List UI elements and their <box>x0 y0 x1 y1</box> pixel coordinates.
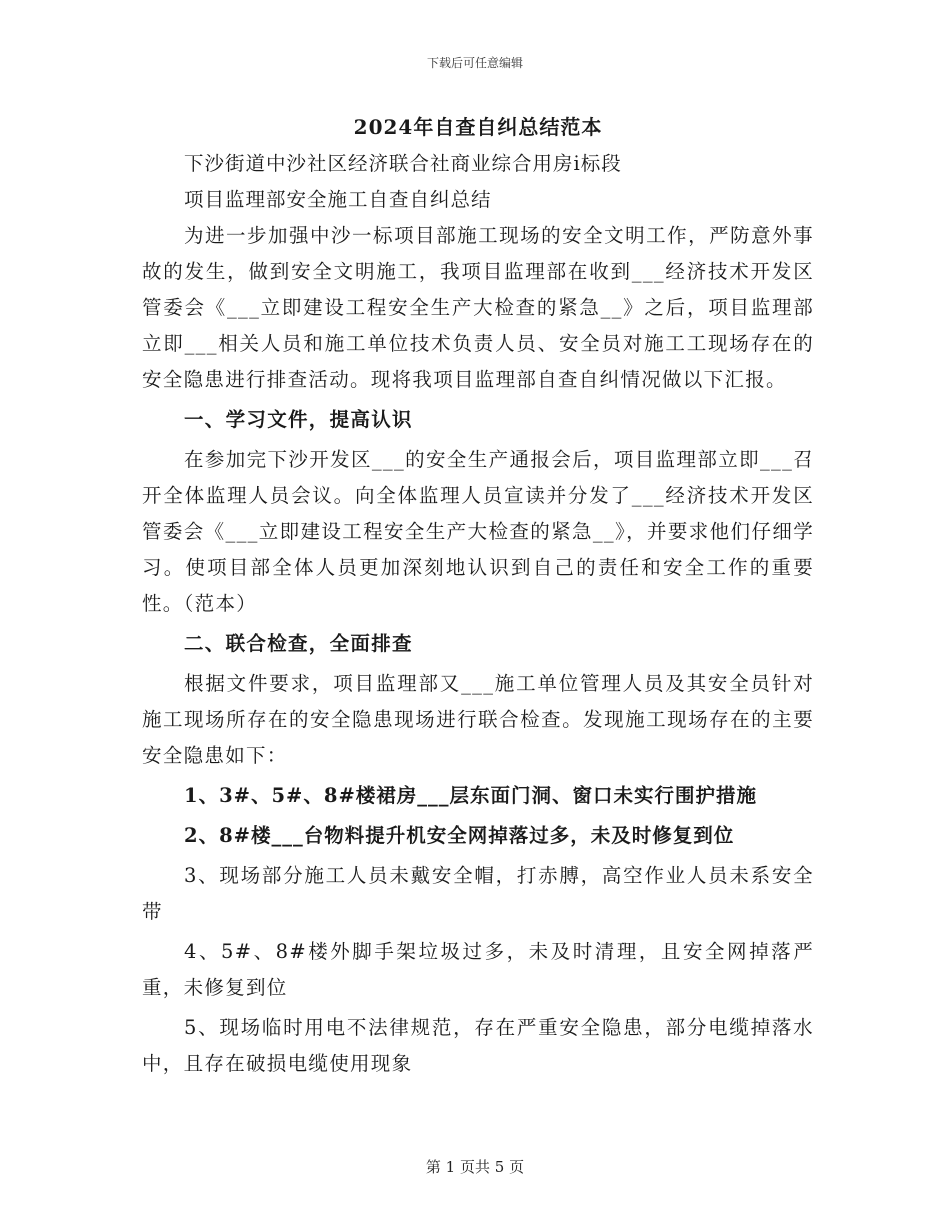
hazard-item-5: 5、现场临时用电不法律规范，存在严重安全隐患，部分电缆掉落水中，且存在破损电缆使用现象 <box>142 1016 814 1075</box>
section-1-paragraph: 在参加完下沙开发区___的安全生产通报会后，项目监理部立即___召开全体监理人员会议。向全体监理人员宣读并分发了___经济技术开发区管委会《___立即建设工程安全生产大检查的紧急__》，并要求他们仔细学习。使项目部全体人员更加深刻地认识到自己的责任和安全工作的重要性。（范本） <box>142 448 814 615</box>
page-header: 下载后可任意编辑 <box>426 56 523 70</box>
document-subtitle-1: 下沙街道中沙社区经济联合社商业综合用房i标段 <box>184 152 622 175</box>
document-title: 2024年自查自纠总结范本 <box>353 115 603 139</box>
hazard-item-4: 4、5#、8#楼外脚手架垃圾过多，未及时清理，且安全网掉落严重，未修复到位 <box>142 940 814 999</box>
section-1-heading: 一、学习文件，提高认识 <box>184 408 413 431</box>
document-subtitle-2: 项目监理部安全施工自查自纠总结 <box>184 188 492 211</box>
page-footer: 第 1 页共 5 页 <box>425 1158 525 1176</box>
document-body <box>142 108 814 1082</box>
section-2-paragraph: 根据文件要求，项目监理部又___施工单位管理人员及其安全员针对施工现场所存在的安全隐患现场进行联合检查。发现施工现场存在的主要安全隐患如下： <box>142 672 814 767</box>
hazard-item-3: 3、现场部分施工人员未戴安全帽，打赤膊，高空作业人员未系安全带 <box>142 864 814 923</box>
hazard-item-2: 2、8#楼___台物料提升机安全网掉落过多，未及时修复到位 <box>184 824 735 847</box>
hazard-item-1: 1、3#、5#、8#楼裙房___层东面门洞、窗口未实行围护措施 <box>184 784 758 807</box>
section-2-heading: 二、联合检查，全面排查 <box>184 632 413 655</box>
intro-paragraph: 为进一步加强中沙一标项目部施工现场的安全文明工作，严防意外事故的发生，做到安全文明施工，我项目监理部在收到___经济技术开发区管委会《___立即建设工程安全生产大检查的紧急__》之后，项目监理部立即___相关人员和施工单位技术负责人员、安全员对施工工现场存在的安全隐患进行排查活动。现将我项目监理部自查自纠情况做以下汇报。 <box>142 224 814 391</box>
